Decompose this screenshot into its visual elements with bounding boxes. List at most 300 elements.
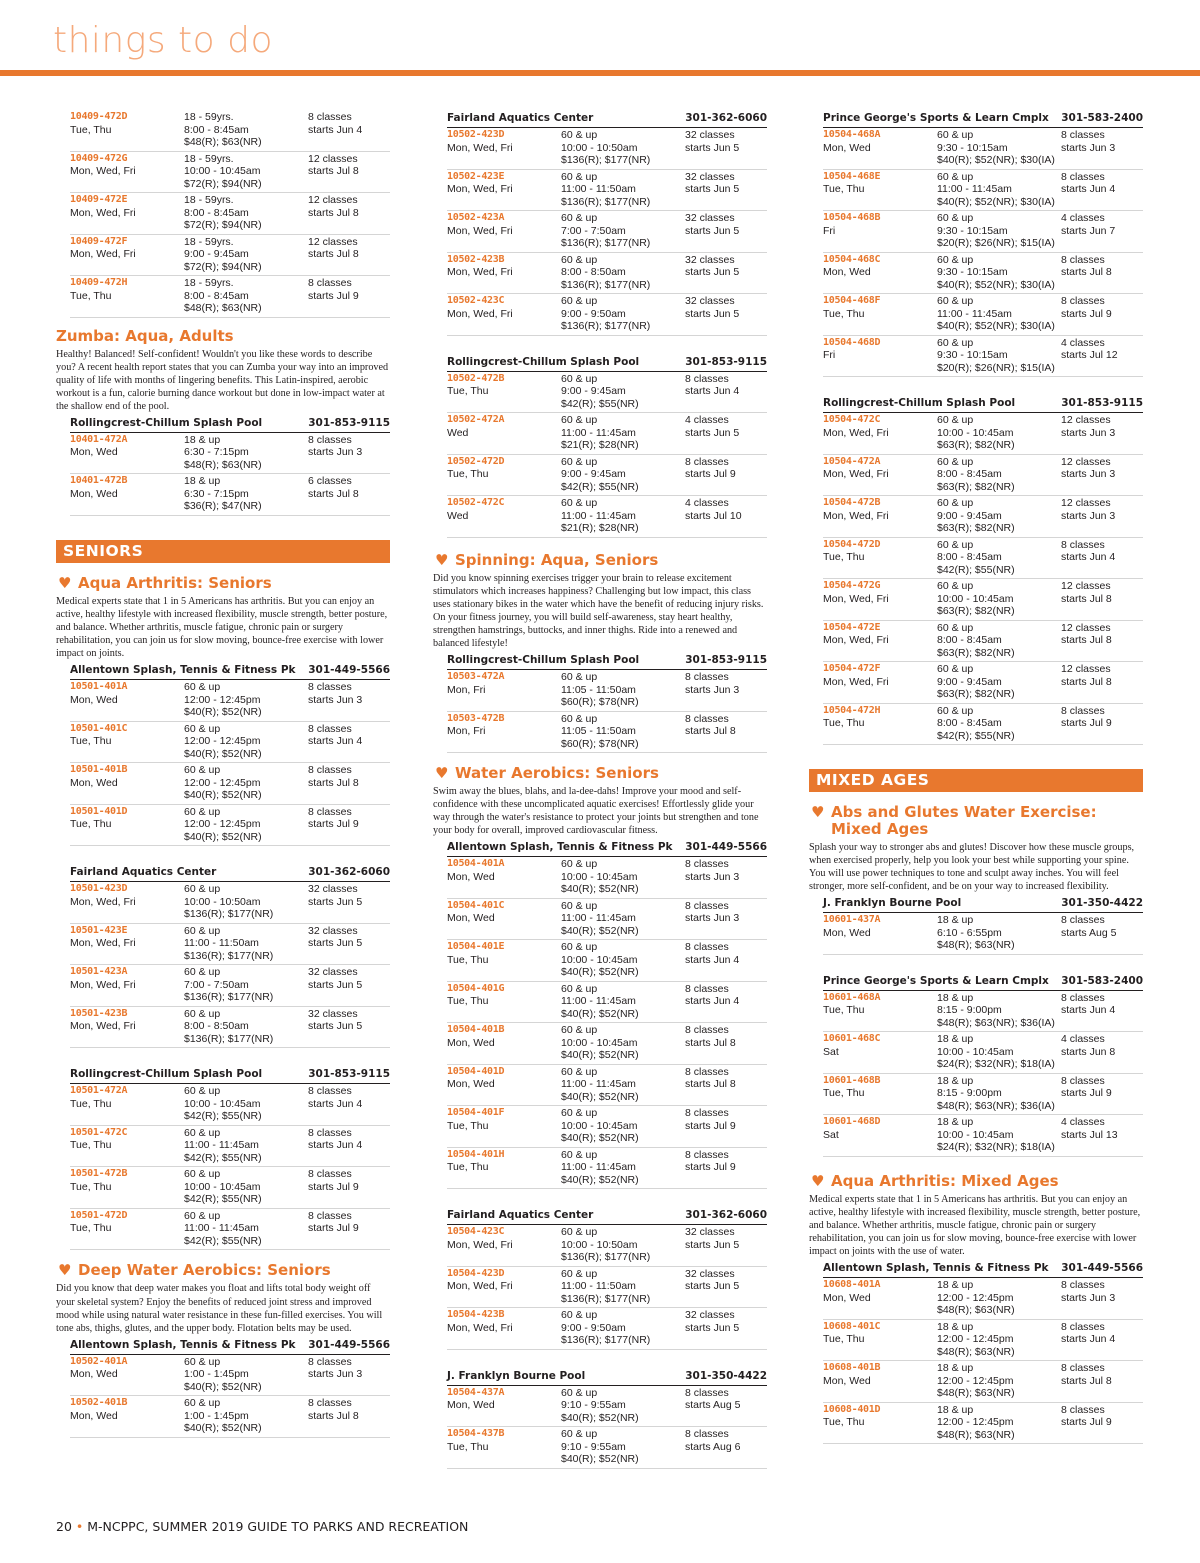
class-days: Mon, Wed [70,487,118,500]
class-row [70,1355,390,1397]
class-time-cell [561,129,685,167]
class-count: 8 classes [1061,170,1105,183]
class-code: 10504-468D [823,336,881,348]
class-fee: $136(R); $177(NR) [561,195,651,208]
class-time-cell [561,713,685,751]
facility-header [70,866,390,882]
facility-phone: 301-853-9115 [1061,397,1143,409]
class-count-cell [685,1226,767,1264]
class-row [447,1225,767,1267]
class-count: 8 classes [685,1428,729,1441]
class-days: Tue, Thu [823,183,865,195]
class-list [809,991,1143,1157]
class-row [70,110,390,152]
class-count: 8 classes [1061,1362,1105,1375]
class-count-cell [1061,539,1143,577]
class-time-cell [937,337,1061,375]
class-days: Mon, Wed, Fri [823,509,889,522]
class-id-cell [447,456,561,494]
facility-phone: 301-853-9115 [685,654,767,667]
class-row [447,455,767,497]
class-id-cell [447,1149,561,1187]
class-count-cell [1061,497,1143,535]
class-time-cell [937,414,1061,452]
facility-groups [433,112,767,538]
class-code: 10504-437B [447,1428,505,1440]
class-code: 10601-468D [823,1116,881,1128]
class-row [823,538,1143,580]
class-id-cell [823,1279,937,1317]
class-count: 8 classes [1061,129,1105,141]
class-fee: $136(R); $177(NR) [561,1292,651,1305]
class-row [70,235,390,277]
class-fee: $42(R); $55(NR) [937,563,1015,576]
class-list [56,1355,390,1438]
class-age: 60 & up [184,722,221,735]
class-count-cell [685,295,767,333]
class-age: 60 & up [184,1397,221,1410]
class-id-cell [447,295,561,333]
class-time: 10:00 - 10:50am [184,895,261,908]
class-count: 8 classes [1061,295,1105,307]
class-fee: $63(R); $82(NR) [937,646,1015,659]
class-age: 60 & up [937,295,974,307]
class-count: 4 classes [685,497,729,509]
class-list [56,680,390,846]
class-fee: $63(R); $82(NR) [937,688,1015,700]
class-count: 8 classes [685,899,729,912]
class-id-cell [823,1075,937,1113]
class-code: 10501-423D [70,883,128,895]
section-description: Did you know that deep water makes you float and lifts total body weight off your skeletal system? Enjoy the benefits of reduced joint stress and improved mood while using natural water resistance in these fun-filled exercises. You will tone abs, thighs, glutes, and the upper body. Flotation belts may be used. [56,1283,383,1334]
class-time-cell [561,941,685,979]
class-start: starts Jun 3 [1061,426,1116,439]
facility-header [823,1262,1143,1278]
class-row [70,193,390,235]
class-time-cell [561,254,685,292]
class-fee: $48(R); $63(NR); $36(IA) [937,1016,1055,1029]
class-time: 8:00 - 8:45am [937,634,1002,646]
class-count-cell [308,111,390,149]
class-time: 8:00 - 8:50am [184,1020,249,1033]
class-fee: $136(R); $177(NR) [561,154,651,166]
class-id-cell [70,1397,184,1435]
class-count: 12 classes [1061,580,1111,592]
class-time-cell [937,1279,1061,1317]
class-count: 8 classes [685,671,729,684]
class-code: 10502-423E [447,170,505,182]
class-count: 4 classes [1061,1033,1105,1046]
class-fee: $42(R); $55(NR) [184,1234,262,1247]
class-id-cell [823,497,937,535]
class-days: Mon, Wed [823,141,871,154]
class-count: 4 classes [685,414,729,426]
class-id-cell [823,337,937,375]
class-count-cell [1061,1404,1143,1442]
class-time: 8:00 - 8:45am [184,123,249,136]
class-row [447,128,767,170]
class-fee: $136(R); $177(NR) [184,908,274,921]
class-fee: $48(R); $63(NR) [937,1345,1015,1358]
class-id-cell [70,1356,184,1394]
class-days: Mon, Wed [447,1036,495,1049]
class-row [823,413,1143,455]
class-time: 10:00 - 10:45am [184,1097,261,1110]
class-count-cell [685,1107,767,1145]
class-time-cell [937,212,1061,250]
class-days: Mon, Wed, Fri [447,224,513,237]
class-code: 10504-401C [447,899,505,911]
class-code: 10504-472E [823,621,881,633]
class-count-cell [1061,1075,1143,1113]
class-count: 12 classes [308,152,358,165]
class-fee: $42(R); $55(NR) [561,397,639,410]
class-time-cell [561,671,685,709]
class-code: 10401-472A [70,433,128,445]
facility-phone: 301-362-6060 [685,1209,767,1222]
class-days: Mon, Wed, Fri [447,1238,513,1251]
facility-phone: 301-449-5566 [1061,1262,1143,1275]
class-fee: $136(R); $177(NR) [184,949,274,962]
class-count-cell [308,475,390,513]
class-code: 10504-472G [823,580,881,591]
class-start: starts Jul 9 [308,1180,359,1193]
class-count: 8 classes [685,372,729,385]
class-time: 12:00 - 12:45pm [937,1291,1014,1304]
facility-groups [809,897,1143,1157]
class-start: starts Jun 5 [685,266,740,278]
class-age: 60 & up [184,1209,221,1222]
class-code: 10502-472D [447,455,505,467]
class-count-cell [1061,337,1143,375]
class-count: 8 classes [1061,538,1105,551]
class-code: 10608-401C [823,1320,881,1332]
class-list [809,128,1143,377]
class-age: 60 & up [184,805,221,818]
class-count: 8 classes [1061,704,1105,717]
class-time-cell [561,1066,685,1104]
class-days: Mon, Wed [70,1368,118,1381]
class-code: 10502-472C [447,497,505,508]
class-code: 10504-423C [447,1226,505,1238]
class-start: starts Jul 8 [1061,266,1112,278]
class-fee: $72(R); $94(NR) [184,260,262,273]
class-time-cell [937,1362,1061,1400]
class-code: 10409-472H [70,277,128,288]
facility-header [447,1370,767,1386]
facility-phone: 301-449-5566 [308,1338,390,1351]
header-rule [0,70,1200,76]
class-days: Tue, Thu [70,123,112,136]
class-id-cell [823,622,937,660]
class-code: 10504-468C [823,253,881,265]
class-id-cell [447,713,561,751]
class-fee: $42(R); $55(NR) [184,1151,262,1164]
class-age: 60 & up [561,1107,598,1120]
class-code: 10501-423A [70,966,128,978]
class-age: 60 & up [561,671,598,684]
class-code: 10504-401F [447,1107,505,1119]
class-age: 18 - 59yrs. [184,194,234,206]
class-days: Tue, Thu [823,307,865,320]
facility-name: J. Franklyn Bourne Pool [447,1369,586,1382]
class-fee: $42(R); $55(NR) [561,480,639,493]
page-header [0,0,1200,78]
class-count: 8 classes [308,722,352,735]
class-age: 60 & up [937,170,974,183]
class-count: 32 classes [685,253,735,266]
class-count: 12 classes [1061,455,1111,468]
section-description: Did you know spinning exercises trigger your brain to release excitement stimulators which increases happiness? Challenging but low impact, this class uses stationary bikes in the water which have the benefit of reducing injury risks. On your fitness journey, you will build self-awareness, stay heart healthy, strengthen hamstrings, buttocks, and inner thighs. Ride into a renewed and balanced lifestyle! [433,572,764,649]
class-age: 60 & up [184,924,221,937]
class-time-cell [561,212,685,250]
class-time-cell [184,434,308,472]
class-code: 10601-468A [823,991,881,1003]
class-time-cell [937,663,1061,701]
class-code: 10601-437A [823,914,881,926]
class-fee: $40(R); $52(NR) [184,830,262,843]
class-fee: $48(R); $63(NR) [184,302,262,314]
class-days: Tue, Thu [70,1180,112,1193]
class-time-cell [561,373,685,411]
class-start: starts Jul 8 [685,1078,736,1091]
class-start: starts Jul 8 [1061,1374,1112,1387]
class-days: Mon, Fri [447,683,486,696]
class-id-cell [70,764,184,802]
class-row [823,579,1143,621]
class-count-cell [685,212,767,250]
class-row [70,1396,390,1438]
class-list [809,413,1143,745]
class-code: 10504-468A [823,129,881,140]
class-fee: $40(R); $52(NR) [561,1132,639,1145]
class-row [70,882,390,924]
class-row [447,1427,767,1469]
class-days: Tue, Thu [823,717,865,729]
class-code: 10504-472B [823,497,881,508]
class-days: Mon, Wed, Fri [70,895,136,908]
class-start: starts Jun 4 [308,1097,363,1110]
class-age: 60 & up [937,455,974,468]
class-code: 10501-423B [70,1007,128,1019]
class-count-cell [308,681,390,719]
class-days: Mon, Wed [447,912,495,925]
class-row [447,170,767,212]
class-start: starts Jun 3 [1061,1291,1116,1304]
class-count-cell [685,983,767,1021]
class-fee: $40(R); $52(NR); $30(IA) [937,154,1055,166]
class-fee: $40(R); $52(NR); $30(IA) [937,320,1055,332]
class-list [433,1386,767,1469]
class-time-cell [937,497,1061,535]
class-time-cell [561,1024,685,1062]
class-count-cell [1061,663,1143,701]
class-id-cell [447,671,561,709]
class-age: 18 & up [937,1403,974,1416]
class-count-cell [308,966,390,1004]
class-list [56,1084,390,1250]
class-count-cell [685,373,767,411]
class-days: Mon, Wed, Fri [70,165,136,177]
class-count-cell [1061,295,1143,333]
class-days: Mon, Wed, Fri [70,206,136,219]
class-count-cell [1061,914,1143,952]
facility-name: Prince George's Sports & Learn Cmplx [823,974,1049,987]
facility-name: Allentown Splash, Tennis & Fitness Pk [70,1338,296,1351]
section-heading [809,804,1143,838]
class-start: starts Jun 5 [685,1280,740,1293]
class-days: Mon, Wed, Fri [823,592,889,605]
class-time: 9:30 - 10:15am [937,141,1008,154]
class-age: 18 & up [937,1320,974,1333]
class-start: starts Jul 8 [1061,634,1112,646]
facility-header [70,1068,390,1084]
class-start: starts Jul 9 [685,1119,736,1132]
column-2 [433,110,767,1469]
class-days: Mon, Wed [823,1291,871,1304]
class-list [433,1225,767,1350]
class-start: starts Jun 5 [685,224,740,237]
class-fee: $36(R); $47(NR) [184,500,262,513]
class-count-cell [308,723,390,761]
class-time: 10:00 - 10:45am [561,1119,638,1132]
class-fee: $24(R); $32(NR); $18(IA) [937,1058,1055,1071]
class-days: Mon, Wed, Fri [70,937,136,950]
class-id-cell [447,1428,561,1466]
group-spacer [809,955,1143,973]
class-time: 10:00 - 10:45am [937,1128,1014,1141]
class-time-cell [937,129,1061,167]
class-count: 8 classes [308,277,352,289]
class-fee: $40(R); $52(NR) [184,706,262,719]
class-time-cell [184,1127,308,1165]
page-number: 20 [56,1519,72,1534]
class-count: 32 classes [308,924,358,937]
class-id-cell [823,1116,937,1154]
class-age: 60 & up [937,580,974,592]
class-fee: $40(R); $52(NR) [184,789,262,802]
class-count-cell [1061,254,1143,292]
class-days: Tue, Thu [447,385,489,397]
class-count: 32 classes [685,1226,735,1239]
class-count: 6 classes [308,475,352,488]
class-age: 60 & up [561,1148,598,1161]
class-age: 60 & up [937,663,974,675]
class-time: 10:00 - 10:50am [561,1238,638,1251]
class-time: 10:00 - 10:45am [561,1036,638,1049]
class-fee: $136(R); $177(NR) [561,278,651,291]
class-start: starts Jun 5 [685,426,740,439]
class-start: starts Jul 9 [308,818,359,831]
class-fee: $21(R); $28(NR) [561,439,639,451]
class-count: 8 classes [685,712,729,725]
class-time-cell [184,1210,308,1248]
class-time: 9:00 - 9:45am [184,248,249,260]
class-count: 8 classes [308,805,352,818]
class-days: Tue, Thu [823,1004,865,1017]
class-code: 10504-401E [447,941,505,953]
class-row [823,170,1143,212]
class-id-cell [447,1268,561,1306]
class-row [447,372,767,414]
class-start: starts Jul 8 [308,1409,359,1422]
class-age: 18 & up [184,433,221,446]
class-time: 9:00 - 9:50am [561,307,626,320]
class-time: 1:00 - 1:45pm [184,1368,249,1381]
class-row [447,1386,767,1428]
class-start: starts Jun 3 [308,1368,363,1381]
class-code: 10501-401A [70,681,128,693]
class-fee: $40(R); $52(NR) [184,1380,262,1393]
class-code: 10504-423B [447,1309,505,1321]
class-start: starts Jul 9 [685,468,736,480]
class-count: 4 classes [1061,212,1105,224]
class-time: 10:00 - 10:45am [561,870,638,883]
class-code: 10601-468B [823,1074,881,1086]
class-time-cell [937,539,1061,577]
class-age: 18 & up [937,1033,974,1046]
class-fee: $136(R); $177(NR) [561,237,651,249]
class-start: starts Jun 5 [685,1321,740,1334]
class-age: 18 & up [184,475,221,488]
class-days: Mon, Wed [70,693,118,706]
class-id-cell [70,236,184,274]
class-age: 60 & up [561,372,598,385]
class-time: 9:00 - 9:50am [561,1321,626,1334]
class-fee: $42(R); $55(NR) [184,1110,262,1123]
class-row [447,1023,767,1065]
class-time: 11:00 - 11:50am [561,183,636,195]
class-id-cell [447,171,561,209]
class-start: starts Jul 8 [308,248,359,260]
class-time: 9:30 - 10:15am [937,266,1008,278]
class-time-cell [937,171,1061,209]
class-count-cell [1061,414,1143,452]
class-time-cell [937,1321,1061,1359]
class-age: 60 & up [561,982,598,995]
class-code: 10502-423A [447,212,505,223]
class-time-cell [937,622,1061,660]
class-row [823,913,1143,955]
class-id-cell [823,456,937,494]
class-count: 4 classes [1061,1116,1105,1129]
class-start: starts Jun 4 [685,953,740,966]
class-days: Mon, Wed [823,266,871,278]
class-start: starts Jun 7 [1061,224,1116,237]
class-code: 10502-423D [447,129,505,140]
class-row [447,670,767,712]
class-age: 18 & up [937,1279,974,1292]
class-start: starts Jul 9 [308,1222,359,1235]
class-code: 10502-401A [70,1355,128,1367]
class-fee: $21(R); $28(NR) [561,522,639,534]
class-fee: $63(R); $82(NR) [937,480,1015,493]
facility-groups [56,664,390,1250]
class-days: Mon, Wed [447,1078,495,1091]
class-code: 10501-472D [70,1209,128,1221]
class-time: 12:00 - 12:45pm [184,693,261,706]
class-count: 8 classes [1061,1403,1105,1416]
class-id-cell [70,1085,184,1123]
class-age: 60 & up [561,1309,598,1322]
class-row [447,253,767,295]
class-fee: $40(R); $52(NR) [561,883,639,896]
class-age: 60 & up [561,170,598,183]
facility-header [70,1339,390,1355]
class-start: starts Jun 5 [685,1238,740,1251]
class-age: 18 - 59yrs. [184,277,234,289]
class-time-cell [184,1008,308,1046]
